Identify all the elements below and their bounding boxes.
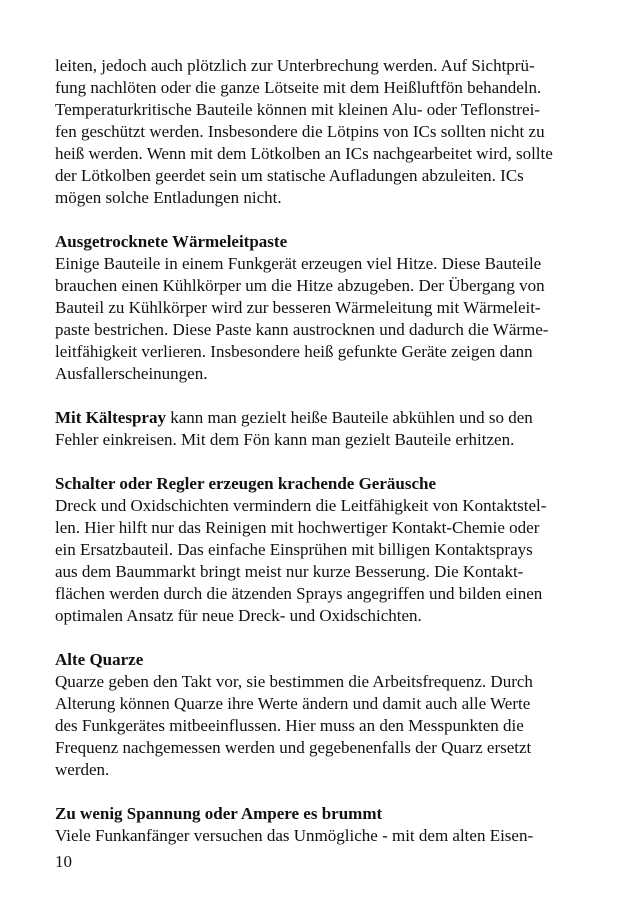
text-line: leitfähigkeit verlieren. Insbesondere heiß gefunkte Geräte zeigen dann bbox=[55, 342, 533, 361]
text-line: des Funkgerätes mitbeeinflussen. Hier muss an den Messpunkten die bbox=[55, 716, 524, 735]
text-line bbox=[55, 407, 595, 429]
blank-line bbox=[55, 781, 595, 803]
section bbox=[55, 231, 595, 385]
inline-bold-term: Mit Kältespray bbox=[55, 408, 166, 427]
text-line: Alterung können Quarze ihre Werte ändern und damit auch alle Werte bbox=[55, 694, 531, 713]
text-line: der Lötkolben geerdet sein um statische Aufladungen abzuleiten. ICs bbox=[55, 166, 524, 185]
text-line: Quarze geben den Takt vor, sie bestimmen die Arbeitsfrequenz. Durch bbox=[55, 672, 533, 691]
section bbox=[55, 803, 595, 847]
text-line: werden. bbox=[55, 760, 110, 779]
section-heading: Alte Quarze bbox=[55, 650, 144, 669]
text-line: ein Ersatzbauteil. Das einfache Einsprühen mit billigen Kontaktsprays bbox=[55, 540, 533, 559]
section bbox=[55, 649, 595, 781]
section bbox=[55, 473, 595, 627]
paragraph bbox=[55, 55, 595, 209]
section-heading: Schalter oder Regler erzeugen krachende Geräusche bbox=[55, 474, 437, 493]
text-line: Frequenz nachgemessen werden und gegebenenfalls der Quarz ersetzt bbox=[55, 738, 532, 757]
blank-line bbox=[55, 627, 595, 649]
text-line: Temperaturkritische Bauteile können mit kleinen Alu- oder Teflonstrei- bbox=[55, 100, 540, 119]
section bbox=[55, 407, 595, 451]
text-line: Viele Funkanfänger versuchen das Unmögliche - mit dem alten Eisen- bbox=[55, 826, 534, 845]
text-line: brauchen einen Kühlkörper um die Hitze abzugeben. Der Übergang von bbox=[55, 276, 545, 295]
document-body bbox=[55, 55, 595, 847]
text-line: Fehler einkreisen. Mit dem Fön kann man gezielt Bauteile erhitzen. bbox=[55, 430, 515, 449]
text-line: mögen solche Entladungen nicht. bbox=[55, 188, 282, 207]
text-line: Dreck und Oxidschichten vermindern die Leitfähigkeit von Kontaktstel- bbox=[55, 496, 547, 515]
text-line: Einige Bauteile in einem Funkgerät erzeugen viel Hitze. Diese Bauteile bbox=[55, 254, 542, 273]
inline-text: kann man gezielt heiße Bauteile abkühlen und so den bbox=[165, 408, 533, 427]
text-line: flächen werden durch die ätzenden Sprays angegriffen und bilden einen bbox=[55, 584, 543, 603]
blank-line bbox=[55, 451, 595, 473]
text-line: fen geschützt werden. Insbesondere die Lötpins von ICs sollten nicht zu bbox=[55, 122, 545, 141]
blank-line bbox=[55, 209, 595, 231]
page-number: 10 bbox=[55, 852, 72, 871]
text-line: aus dem Baummarkt bringt meist nur kurze Besserung. Die Kontakt- bbox=[55, 562, 524, 581]
blank-line bbox=[55, 385, 595, 407]
text-line: leiten, jedoch auch plötzlich zur Unterbrechung werden. Auf Sichtprü- bbox=[55, 56, 535, 75]
text-line: heiß werden. Wenn mit dem Lötkolben an ICs nachgearbeitet wird, sollte bbox=[55, 144, 553, 163]
section-heading: Ausgetrocknete Wärmeleitpaste bbox=[55, 232, 288, 251]
text-line: optimalen Ansatz für neue Dreck- und Oxidschichten. bbox=[55, 606, 422, 625]
section-heading: Zu wenig Spannung oder Ampere es brummt bbox=[55, 804, 383, 823]
text-line: Ausfallerscheinungen. bbox=[55, 364, 208, 383]
text-line: len. Hier hilft nur das Reinigen mit hochwertiger Kontakt-Chemie oder bbox=[55, 518, 540, 537]
text-line: Bauteil zu Kühlkörper wird zur besseren Wärmeleitung mit Wärmeleit- bbox=[55, 298, 541, 317]
text-line: fung nachlöten oder die ganze Lötseite mit dem Heißluftfön behandeln. bbox=[55, 78, 542, 97]
text-line: paste bestrichen. Diese Paste kann austrocknen und dadurch die Wärme- bbox=[55, 320, 549, 339]
